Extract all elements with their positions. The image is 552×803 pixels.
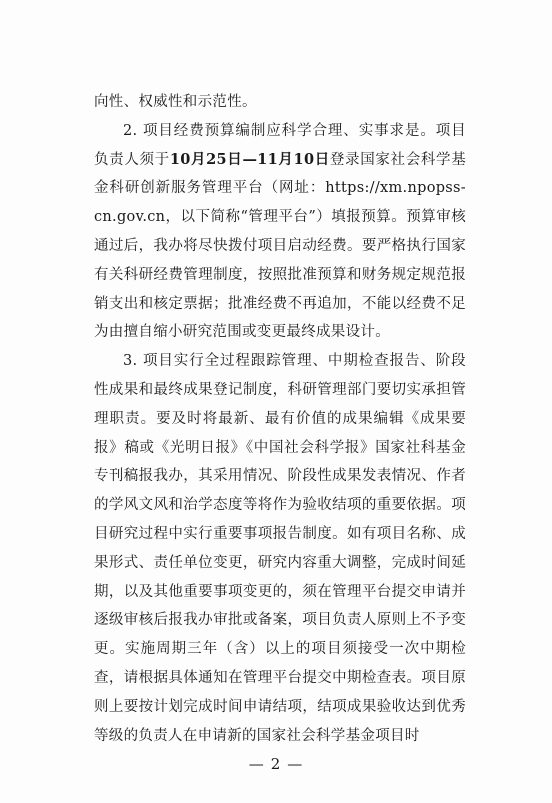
page-number [0, 755, 552, 773]
page-number-right-dash: — [287, 755, 304, 773]
page-number-left-dash: — [248, 755, 265, 773]
paragraph-continuation [94, 88, 466, 117]
paragraph-text: 登录国家社会科学基金科研创新服务管理平台（网址：https://xm.npopss-cn.gov.cn，以下简称“管理平台”）填报预算。预算审核通过后，我办将尽快拨付项目启动经费。要严格执行国家有关科研经费管理制度，按照批准预算和财务规定规范报销支出和核定票据；批准经费不再追加，不能以经费不足为由擅自缩小研究范围或变更最终成果设计。 [94, 151, 466, 341]
body-text [94, 88, 466, 750]
page-number-value: 2 [270, 755, 282, 773]
paragraph-text: 3. 项目实行全过程跟踪管理、中期检查报告、阶段性成果和最终成果登记制度，科研管理部门要切实承担管理职责。要及时将最新、最有价值的成果编辑《成果要报》稿或《光明日报》《中国社会科学报》国家社科基金专刊稿报我办，其采用情况、阶段性成果发表情况、作者的学风文风和治学态度等将作为验收结项的重要依据。项目研究过程中实行重要事项报告制度。如有项目名称、成果形式、责任单位变更，研究内容重大调整，完成时间延期，以及其他重要事项变更的，须在管理平台提交申请并逐级审核后报我办审批或备案，项目负责人原则上不予变更。实施周期三年（含）以上的项目须接受一次中期检查，请根据具体通知在管理平台提交中期检查表。项目原则上要按计划完成时间申请结项，结项成果验收达到优秀等级的负责人在申请新的国家社会科学基金项目时 [94, 353, 466, 744]
paragraph-management [94, 347, 466, 750]
paragraph-text: 向性、权威性和示范性。 [94, 94, 257, 110]
paragraph-text: 2. 项目经费预算编制应科学合理、实事求是。项目负责人须于 [94, 122, 466, 168]
paragraph-budget [94, 117, 466, 347]
deadline-dates: 10月25日—11月10日 [169, 150, 330, 168]
